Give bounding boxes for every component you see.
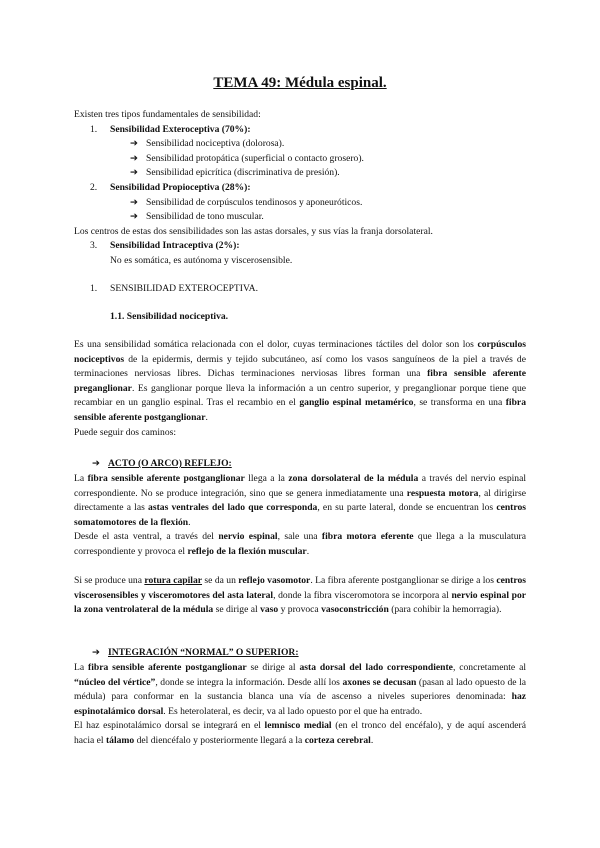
arrow-icon: ➔ — [130, 211, 139, 223]
type-1-heading: 1. Sensibilidad Exteroceptiva (70%): — [90, 123, 251, 135]
arrow-icon: ➔ — [130, 196, 139, 208]
acto-reflejo-heading: ➔ ACTO (O ARCO) REFLEJO: — [74, 457, 526, 472]
arrow-icon: ➔ — [92, 647, 101, 658]
page-title: TEMA 49: Médula espinal. — [213, 75, 387, 91]
centers-text: Los centros de estas dos sensibilidades son las astas dorsales, y sus vías la franja dorsolateral. — [74, 225, 433, 237]
list-item: ➔ Sensibilidad nociceptiva (dolorosa). — [74, 137, 526, 152]
intro-section — [74, 108, 526, 269]
list-item: ➔ Sensibilidad de tono muscular. — [74, 210, 526, 225]
list-item: ➔ Sensibilidad protopática (superficial o contacto grosero). — [74, 152, 526, 167]
paragraph-nociceptive: Es una sensibilidad somática relacionada con el dolor, cuyas terminaciones táctiles del dolor son los corpúsculos nociceptivos de la epidermis, dermis y tejido subcutáneo, así como los vasos sanguíneos de la piel a través de terminaciones nerviosas libres. Dichas terminaciones nerviosas libres forman una fibra sensible aferente preganglionar. Es ganglionar porque lleva la información a un centro superior, y preganglionar porque tiene que recambiar en un ganglio espinal. Tras el recambio en el ganglio espinal metamérico, se transforma en una fibra sensible aferente postganglionar. Puede seguir dos caminos: — [74, 338, 526, 440]
type-2-heading: 2. Sensibilidad Propioceptiva (28%): — [90, 181, 251, 193]
type-3-description: No es somática, es autónoma y viscerosensible. — [110, 254, 293, 266]
list-item: ➔ Sensibilidad de corpúsculos tendinosos y aponeuróticos. — [74, 196, 526, 211]
arrow-icon: ➔ — [92, 458, 101, 469]
vasomotor-paragraph: Si se produce una rotura capilar se da un reflejo vasomotor. La fibra aferente postganglionar se dirige a los centros viscerosensibles y visceromotores del asta lateral, donde la fibra visceromotora se incorpora al nervio espinal por la zona ventrolateral de la médula se dirige al vaso y provoca vasoconstricción (para cohibir la hemorragia). — [74, 575, 526, 616]
section-1-heading: 1. SENSIBILIDAD EXTEROCEPTIVA. — [90, 283, 258, 294]
integracion-paragraph: La fibra sensible aferente postganglionar se dirige al asta dorsal del lado correspondiente, concretamente al “núcleo del vértice”, donde se integra la información. Desde allí los axones se decusan (pasan al lado opuesto de la médula) para conformar en la sustancia blanca una vía de ascenso a niveles superiores denominada: haz espinotalámico dorsal. Es heterolateral, es decir, va al lado opuesto por el que ha entrado. El haz espinotalámico dorsal se integrará en el lemnisco medial (en el tronco del encéfalo), y de aquí ascenderá hacia el tálamo del diencéfalo y posteriormente llegará a la corteza cerebral. — [74, 662, 526, 746]
arrow-icon: ➔ — [130, 138, 139, 150]
intro-lead: Existen tres tipos fundamentales de sensibilidad: — [74, 109, 261, 120]
arrow-icon: ➔ — [130, 167, 139, 179]
integracion-heading: ➔ INTEGRACIÓN “NORMAL” O SUPERIOR: — [74, 646, 526, 661]
list-item: ➔ Sensibilidad epicrítica (discriminativa de presión). — [74, 166, 526, 181]
two-paths-text: Puede seguir dos caminos: — [74, 426, 177, 438]
type-3-heading: 3. Sensibilidad Intraceptiva (2%): — [90, 240, 240, 252]
arrow-icon: ➔ — [130, 152, 139, 164]
subsection-heading: 1.1. Sensibilidad nociceptiva. — [110, 311, 229, 322]
acto-reflejo-paragraph: La fibra sensible aferente postganglionar llega a la zona dorsolateral de la médula a través del nervio espinal correspondiente. No se produce integración, sino que se genera inmediatamente una respuesta motora, al dirigirse directamente a las astas ventrales del lado que corresponda, en su parte lateral, donde se encuentran los centros somatomotores de la flexión. Desde el asta ventral, a través del nervio espinal, sale una fibra motora eferente que llega a la musculatura correspondiente y provoca el reflejo de la flexión muscular. — [74, 473, 527, 557]
